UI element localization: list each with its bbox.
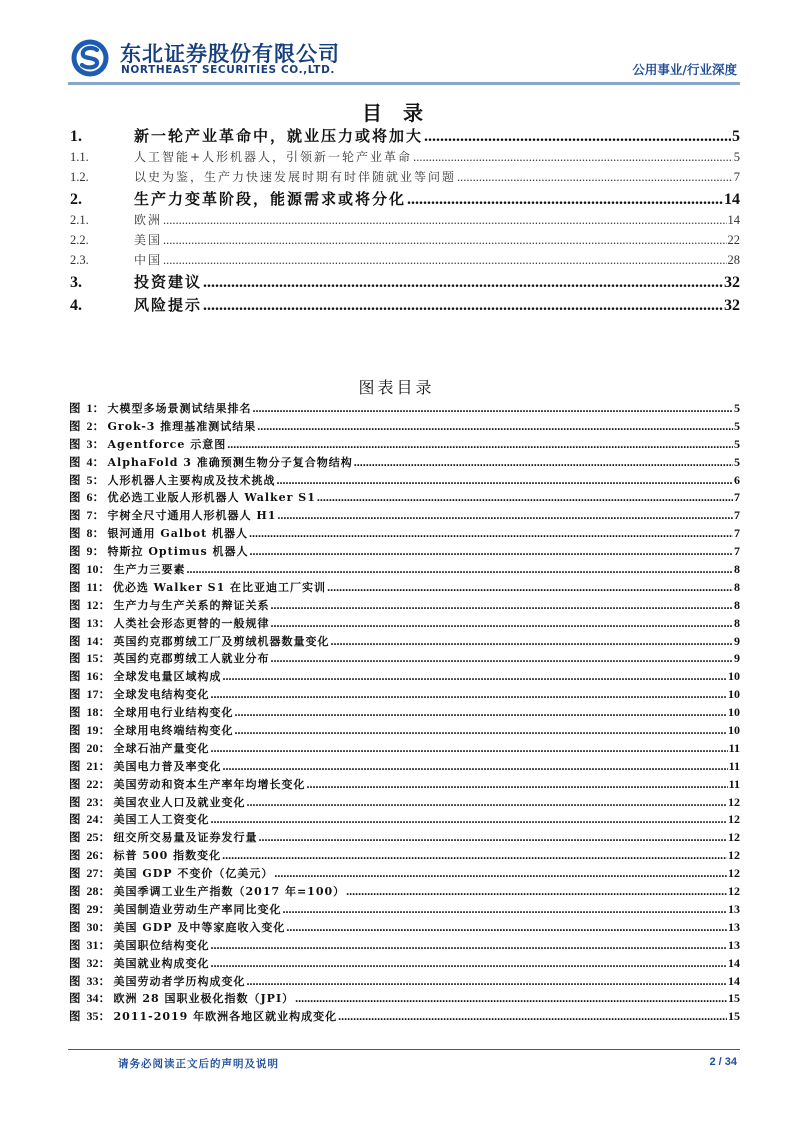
- figure-page: 12: [728, 812, 740, 827]
- figure-number: 32：: [86, 955, 111, 970]
- leader-dots: [271, 651, 733, 666]
- figure-number: 30：: [86, 919, 111, 934]
- figure-number: 22：: [86, 776, 111, 791]
- figure-page: 5: [734, 436, 740, 451]
- figure-prefix: 图: [69, 472, 81, 487]
- figure-page: 14: [728, 955, 740, 970]
- header-divider: [68, 82, 740, 85]
- figure-label: 英国约克郡剪绒工人就业分布: [113, 652, 270, 666]
- figure-entry[interactable]: [68, 882, 740, 900]
- leader-dots: [259, 830, 727, 845]
- figure-number: 4：: [86, 454, 105, 469]
- figure-entry[interactable]: [68, 703, 740, 721]
- toc-entry[interactable]: [68, 125, 740, 148]
- figure-entry[interactable]: [68, 667, 740, 685]
- figure-number: 17：: [86, 687, 111, 702]
- figure-entry[interactable]: [68, 864, 740, 882]
- figure-entry[interactable]: [68, 900, 740, 918]
- figure-prefix: 图: [69, 937, 81, 952]
- figure-prefix: 图: [69, 991, 81, 1006]
- figure-number: 26：: [86, 848, 111, 863]
- figure-prefix: 图: [69, 955, 81, 970]
- figure-page: 12: [728, 830, 740, 845]
- figure-page: 7: [734, 508, 740, 523]
- company-logo-icon: [70, 38, 110, 78]
- figure-entry[interactable]: [68, 685, 740, 703]
- figure-page: 11: [728, 758, 740, 773]
- figure-prefix: 图: [69, 776, 81, 791]
- figure-label: 全球发电结构变化: [113, 688, 210, 702]
- leader-dots: [211, 741, 728, 756]
- leader-dots: [187, 562, 733, 577]
- toc-entry-number: 2.: [70, 191, 82, 208]
- figure-prefix: 图: [69, 651, 81, 666]
- leader-dots: [235, 723, 727, 738]
- toc-entry-page: 7: [733, 170, 740, 184]
- footer-disclaimer: 请务必阅读正文后的声明及说明: [118, 1058, 279, 1070]
- figure-prefix: 图: [69, 812, 81, 827]
- figure-page: 12: [728, 866, 740, 881]
- leader-dots: [227, 437, 733, 452]
- leader-dots: [250, 544, 733, 559]
- figure-entry[interactable]: [68, 560, 740, 578]
- figure-page: 5: [734, 401, 740, 415]
- figure-entry[interactable]: [68, 846, 740, 864]
- figure-entry[interactable]: [68, 488, 740, 506]
- figure-entry[interactable]: [68, 542, 740, 560]
- leader-dots: [407, 191, 723, 209]
- figure-prefix: 图: [69, 919, 81, 934]
- figure-prefix: 图: [69, 401, 81, 415]
- figure-page: 7: [734, 544, 740, 559]
- figure-label: 美国季调工业生产指数（2017 年=100）: [113, 885, 346, 899]
- figure-page: 8: [734, 562, 740, 577]
- figure-label: 美国就业构成变化: [113, 956, 210, 970]
- toc-entry-page: 28: [727, 253, 740, 267]
- figure-entry[interactable]: [68, 614, 740, 632]
- toc-entry[interactable]: [68, 271, 740, 294]
- figure-number: 23：: [86, 794, 111, 809]
- figure-label: 生产力与生产关系的辩证关系: [113, 598, 270, 612]
- figure-number: 16：: [86, 669, 111, 684]
- figure-page: 8: [734, 597, 740, 612]
- toc-entry[interactable]: [68, 251, 740, 271]
- figure-label: 优必选工业版人形机器人 Walker S1: [107, 491, 316, 505]
- figure-number: 11：: [86, 579, 110, 594]
- figure-page: 6: [734, 472, 740, 487]
- figure-entry[interactable]: [68, 649, 740, 667]
- figure-entry[interactable]: [68, 399, 740, 417]
- figure-prefix: 图: [69, 794, 81, 809]
- figure-prefix: 图: [69, 436, 81, 451]
- figure-number: 14：: [86, 633, 111, 648]
- toc-entry-number: 2.2.: [70, 233, 89, 247]
- toc-entry-number: 1.: [70, 128, 82, 145]
- figure-label: AlphaFold 3 准确预测生物分子复合物结构: [107, 455, 353, 469]
- toc-entry-label: 新一轮产业革命中，就业压力或将加大: [134, 127, 424, 145]
- figure-label: 美国电力普及率变化: [113, 759, 222, 773]
- figure-label: 美国制造业劳动生产率同比变化: [113, 902, 282, 916]
- figure-number: 19：: [86, 723, 111, 738]
- figure-prefix: 图: [69, 973, 81, 988]
- page-indicator: 2 / 34: [709, 1056, 737, 1068]
- figure-prefix: 图: [69, 830, 81, 845]
- figure-entry[interactable]: [68, 471, 740, 489]
- leader-dots: [247, 974, 727, 989]
- leader-dots: [257, 419, 733, 434]
- figure-number: 25：: [86, 830, 111, 845]
- toc-entry[interactable]: [68, 148, 740, 168]
- toc-entry-label: 中国: [134, 253, 163, 267]
- figure-page: 8: [734, 615, 740, 630]
- leader-dots: [203, 297, 723, 315]
- company-name-en: NORTHEAST SECURITIES CO.,LTD.: [121, 64, 335, 76]
- figure-entry[interactable]: [68, 417, 740, 435]
- toc-entry-number: 2.3.: [70, 253, 89, 267]
- toc-entry-label: 投资建议: [134, 273, 203, 291]
- figure-label: 2011-2019 年欧洲各地区就业构成变化: [113, 1010, 338, 1024]
- figure-prefix: 图: [69, 597, 81, 612]
- figure-number: 24：: [86, 812, 111, 827]
- figure-entry[interactable]: [68, 775, 740, 793]
- figure-number: 8：: [86, 526, 105, 541]
- figure-page: 5: [734, 418, 740, 433]
- toc-entry[interactable]: [68, 211, 740, 231]
- toc-entry-page: 14: [724, 191, 740, 208]
- figure-entry[interactable]: [68, 936, 740, 954]
- figure-entry[interactable]: [68, 918, 740, 936]
- leader-dots: [354, 455, 733, 470]
- leader-dots: [413, 150, 733, 165]
- figure-number: 20：: [86, 740, 111, 755]
- figure-number: 5：: [86, 472, 105, 487]
- figure-entry[interactable]: [68, 954, 740, 972]
- figure-page: 11: [728, 740, 740, 755]
- toc-entry[interactable]: [68, 188, 740, 211]
- figure-number: 3：: [86, 436, 105, 451]
- figure-prefix: 图: [69, 544, 81, 559]
- figure-number: 1：: [86, 401, 105, 415]
- figure-page: 11: [728, 776, 740, 791]
- figure-label: 大模型多场景测试结果排名: [107, 402, 252, 415]
- report-category: 公用事业/行业深度: [632, 62, 737, 77]
- figure-page: 14: [728, 973, 740, 988]
- toc-entry-page: 32: [724, 274, 740, 291]
- figure-prefix: 图: [69, 740, 81, 755]
- figure-label: 全球发电量区域构成: [113, 670, 222, 684]
- figure-label: 全球用电终端结构变化: [113, 724, 234, 738]
- table-of-contents: [68, 125, 740, 317]
- figure-page: 10: [728, 669, 740, 684]
- company-name-cn: 东北证券股份有限公司: [120, 42, 340, 66]
- toc-entry-page: 5: [732, 128, 740, 145]
- figure-number: 21：: [86, 758, 111, 773]
- toc-entry-number: 4.: [70, 297, 82, 314]
- figure-label: Agentforce 示意图: [107, 437, 227, 451]
- toc-entry-label: 美国: [134, 233, 163, 247]
- leader-dots: [424, 128, 731, 146]
- figure-entry[interactable]: [68, 578, 740, 596]
- leader-dots: [307, 777, 728, 792]
- figure-number: 27：: [86, 866, 111, 881]
- toc-entry-label: 欧洲: [134, 213, 163, 227]
- figure-label: 人形机器人主要构成及技术挑战: [107, 473, 276, 487]
- leader-dots: [331, 634, 733, 649]
- figure-page: 13: [728, 919, 740, 934]
- leader-dots: [277, 473, 733, 488]
- figure-page: 12: [728, 794, 740, 809]
- figure-number: 34：: [86, 991, 111, 1006]
- figure-page: 5: [734, 454, 740, 469]
- figure-prefix: 图: [69, 526, 81, 541]
- figure-list-title: 图表目录: [358, 378, 435, 397]
- figure-number: 9：: [86, 544, 105, 559]
- toc-entry-page: 32: [724, 297, 740, 314]
- figure-prefix: 图: [69, 562, 81, 577]
- figure-prefix: 图: [69, 669, 81, 684]
- figure-entry[interactable]: [68, 524, 740, 542]
- figure-number: 33：: [86, 973, 111, 988]
- toc-entry-number: 3.: [70, 274, 82, 291]
- figure-label: 纽交所交易量及证券发行量: [113, 831, 258, 845]
- toc-entry[interactable]: [68, 231, 740, 251]
- leader-dots: [222, 848, 727, 863]
- toc-entry-label: 人工智能+人形机器人，引领新一轮产业革命: [134, 150, 413, 164]
- figure-number: 31：: [86, 937, 111, 952]
- leader-dots: [274, 866, 727, 881]
- figure-prefix: 图: [69, 758, 81, 773]
- figure-prefix: 图: [69, 579, 81, 594]
- figure-prefix: 图: [69, 418, 81, 433]
- figure-number: 18：: [86, 705, 111, 720]
- leader-dots: [249, 526, 733, 541]
- figure-prefix: 图: [69, 848, 81, 863]
- figure-number: 28：: [86, 884, 111, 899]
- figure-label: 美国农业人口及就业变化: [113, 795, 246, 809]
- figure-prefix: 图: [69, 866, 81, 881]
- leader-dots: [163, 253, 726, 268]
- leader-dots: [211, 938, 727, 953]
- figure-page: 12: [728, 848, 740, 863]
- leader-dots: [211, 956, 727, 971]
- figure-prefix: 图: [69, 723, 81, 738]
- figure-label: 生产力三要素: [113, 563, 186, 577]
- figure-label: 美国劳动者学历构成变化: [113, 974, 246, 988]
- figure-entry[interactable]: [68, 989, 740, 1007]
- figure-prefix: 图: [69, 687, 81, 702]
- figure-page: 15: [728, 991, 740, 1006]
- leader-dots: [346, 884, 727, 899]
- leader-dots: [277, 508, 733, 523]
- figure-entry[interactable]: [68, 793, 740, 811]
- toc-entry-page: 5: [733, 150, 740, 164]
- figure-page: 15: [728, 1009, 740, 1024]
- figure-prefix: 图: [69, 884, 81, 899]
- figure-prefix: 图: [69, 1009, 81, 1024]
- figure-number: 2：: [86, 418, 105, 433]
- figure-label: 全球石油产量变化: [113, 741, 210, 755]
- figure-entry[interactable]: [68, 828, 740, 846]
- figure-label: 优必选 Walker S1 在比亚迪工厂实训: [112, 580, 327, 594]
- figure-page: 9: [734, 651, 740, 666]
- toc-entry-label: 风险提示: [134, 296, 203, 314]
- figure-number: 15：: [86, 651, 111, 666]
- figure-prefix: 图: [69, 901, 81, 916]
- figure-label: 银河通用 Galbot 机器人: [107, 527, 248, 541]
- toc-entry[interactable]: [68, 294, 740, 317]
- figure-label: 标普 500 指数变化: [113, 849, 222, 863]
- toc-entry-number: 2.1.: [70, 213, 89, 227]
- toc-entry-label: 生产力变革阶段，能源需求或将分化: [134, 190, 407, 208]
- leader-dots: [163, 213, 726, 228]
- leader-dots: [253, 401, 733, 416]
- figure-number: 13：: [86, 615, 111, 630]
- figure-label: Grok-3 推理基准测试结果: [107, 419, 257, 433]
- leader-dots: [317, 490, 733, 505]
- figure-entry[interactable]: [68, 596, 740, 614]
- leader-dots: [247, 795, 727, 810]
- leader-dots: [211, 687, 727, 702]
- leader-dots: [283, 902, 727, 917]
- figure-page: 13: [728, 901, 740, 916]
- figure-label: 宇树全尺寸通用人形机器人 H1: [107, 509, 277, 523]
- figure-entry[interactable]: [68, 453, 740, 471]
- figure-entry[interactable]: [68, 972, 740, 990]
- toc-entry-number: 1.1.: [70, 150, 89, 164]
- leader-dots: [235, 705, 727, 720]
- figure-number: 10：: [86, 562, 111, 577]
- figure-page: 13: [728, 937, 740, 952]
- figure-page: 9: [734, 633, 740, 648]
- figure-number: 35：: [86, 1009, 111, 1024]
- figure-label: 美国职位结构变化: [113, 938, 210, 952]
- figure-label: 英国约克郡剪绒工厂及剪绒机器数量变化: [113, 634, 330, 648]
- figure-label: 美国工人工资变化: [113, 813, 210, 827]
- toc-entry-label: 以史为鉴，生产力快速发展时期有时伴随就业等问题: [134, 170, 457, 184]
- toc-entry-page: 14: [727, 213, 740, 227]
- toc-entry-number: 1.2.: [70, 170, 89, 184]
- figure-entry[interactable]: [68, 721, 740, 739]
- footer-divider: [68, 1049, 740, 1050]
- figure-label: 美国 GDP 及中等家庭收入变化: [113, 920, 286, 934]
- figure-label: 全球用电行业结构变化: [113, 706, 234, 720]
- leader-dots: [223, 669, 727, 684]
- figure-label: 美国 GDP 不变价（亿美元）: [113, 867, 274, 881]
- figure-prefix: 图: [69, 490, 81, 505]
- leader-dots: [327, 580, 733, 595]
- leader-dots: [286, 920, 727, 935]
- figure-page: 12: [728, 884, 740, 899]
- figure-label: 欧洲 28 国职业极化指数（JPI）: [113, 992, 295, 1006]
- figure-page: 10: [728, 723, 740, 738]
- leader-dots: [271, 616, 733, 631]
- leader-dots: [271, 598, 733, 613]
- figure-number: 29：: [86, 901, 111, 916]
- figure-label: 美国劳动和资本生产率年均增长变化: [113, 777, 306, 791]
- figure-entry[interactable]: [68, 739, 740, 757]
- figure-number: 7：: [86, 508, 105, 523]
- figure-prefix: 图: [69, 615, 81, 630]
- leader-dots: [203, 274, 723, 292]
- toc-title: 目 录: [362, 103, 431, 125]
- figure-entry[interactable]: [68, 435, 740, 453]
- figure-label: 人类社会形态更替的一般规律: [113, 616, 270, 630]
- leader-dots: [457, 170, 733, 185]
- figure-prefix: 图: [69, 454, 81, 469]
- figure-entry[interactable]: [68, 506, 740, 524]
- leader-dots: [163, 233, 726, 248]
- leader-dots: [211, 812, 727, 827]
- leader-dots: [338, 1009, 727, 1024]
- toc-entry[interactable]: [68, 168, 740, 188]
- figure-page: 7: [734, 490, 740, 505]
- figure-entry[interactable]: [68, 757, 740, 775]
- figure-entry[interactable]: [68, 1007, 740, 1025]
- figure-page: 10: [728, 705, 740, 720]
- figure-page: 8: [734, 579, 740, 594]
- figure-label: 特斯拉 Optimus 机器人: [107, 545, 249, 559]
- figure-entry[interactable]: [68, 810, 740, 828]
- figure-prefix: 图: [69, 705, 81, 720]
- figure-prefix: 图: [69, 633, 81, 648]
- figure-number: 12：: [86, 597, 111, 612]
- figure-number: 6：: [86, 490, 105, 505]
- figure-list: [68, 399, 740, 1025]
- figure-page: 7: [734, 526, 740, 541]
- figure-page: 10: [728, 687, 740, 702]
- leader-dots: [295, 991, 727, 1006]
- figure-entry[interactable]: [68, 632, 740, 650]
- figure-prefix: 图: [69, 508, 81, 523]
- leader-dots: [223, 759, 728, 774]
- toc-entry-page: 22: [727, 233, 740, 247]
